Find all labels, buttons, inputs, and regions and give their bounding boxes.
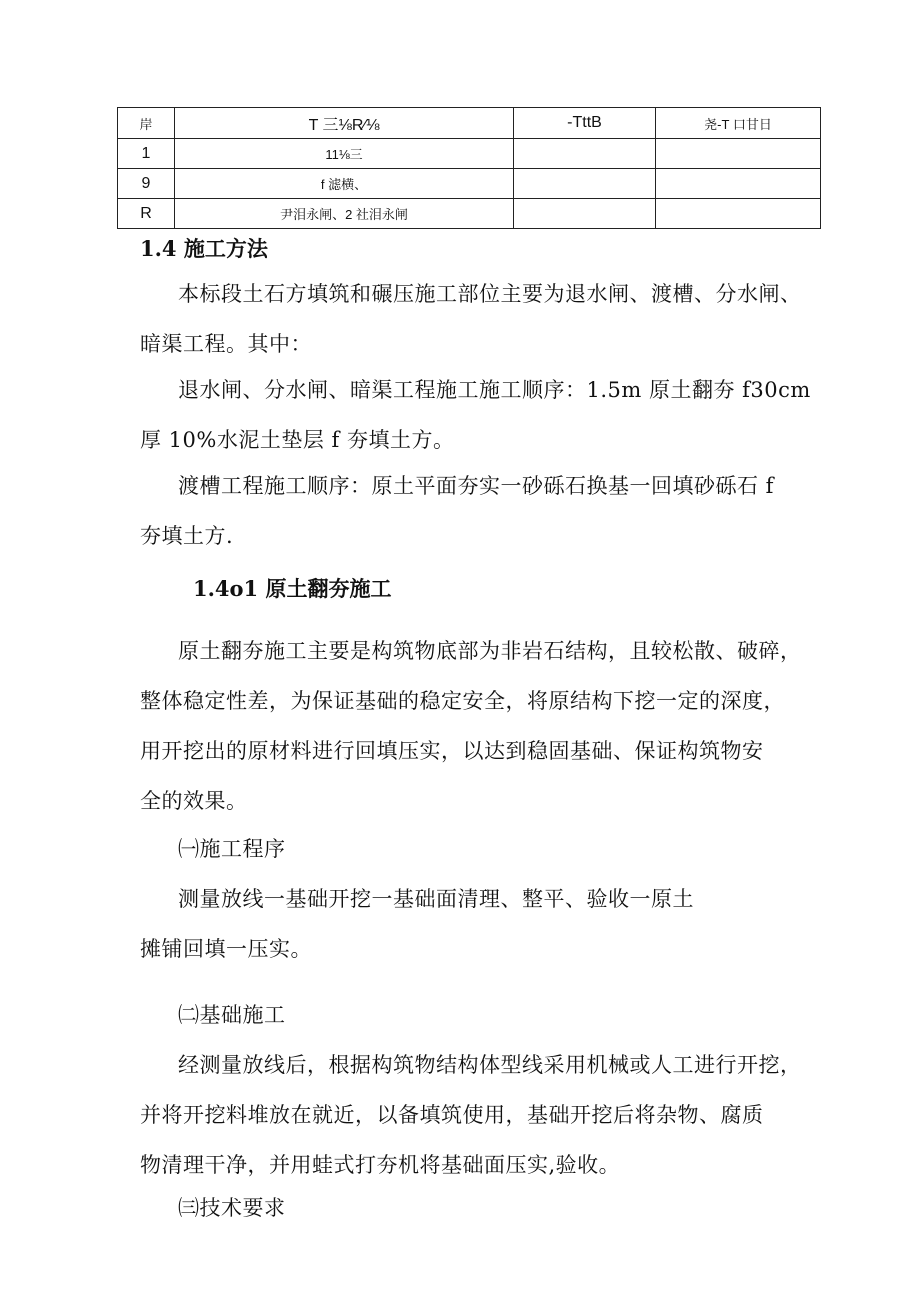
paragraph-line: 并将开挖料堆放在就近，以备填筑使用，基础开挖后将杂物、腐质 <box>140 1103 764 1127</box>
paragraph-line: 整体稳定性差，为保证基础的稳定安全，将原结构下挖一定的深度， <box>140 689 785 713</box>
paragraph-line: 测量放线一基础开挖一基础面清理、整平、验收一原土 <box>178 887 694 911</box>
item-title: ㈡基础施工 <box>178 1003 286 1027</box>
table-cell: f 滤横、 <box>175 169 514 199</box>
paragraph-line: 渡槽工程施工顺序：原土平面夯实一砂砾石换基一回填砂砾石 f <box>178 474 774 498</box>
table-cell: 9 <box>118 169 175 199</box>
item-title: ㈢技术要求 <box>178 1196 286 1220</box>
table-row <box>118 199 821 229</box>
table-cell: 1 <box>118 139 175 169</box>
paragraph-line: 全的效果。 <box>140 789 248 813</box>
item-1 <box>140 824 830 974</box>
table-cell <box>656 199 821 229</box>
item-title: ㈠施工程序 <box>178 837 286 861</box>
table-cell <box>656 169 821 199</box>
section-heading: 1.4 施工方法 <box>140 236 268 261</box>
table-cell: R <box>118 199 175 229</box>
table-cell <box>656 139 821 169</box>
paragraph-line: 本标段土石方填筑和碾压施工部位主要为退水闸、渡槽、分水闸、 <box>178 282 802 306</box>
sequence-paragraph-1 <box>140 365 830 465</box>
item-3 <box>140 1183 830 1233</box>
table-header-cell: 尧-T 口甘日 <box>656 108 821 139</box>
subsection-heading: 1.4o1 原土翻夯施工 <box>193 576 392 601</box>
paragraph-line: 用开挖出的原材料进行回填压实，以达到稳固基础、保证构筑物安 <box>140 739 764 763</box>
subsection-body <box>140 626 830 826</box>
table-row <box>118 169 821 199</box>
table-cell <box>514 169 656 199</box>
paragraph-line: 厚 10%水泥土垫层 f 夯填土方。 <box>140 428 455 452</box>
table-header-cell: 岸 <box>118 108 175 139</box>
table-cell: 11⅛三 <box>175 139 514 169</box>
paragraph-line: 原土翻夯施工主要是构筑物底部为非岩石结构，且较松散、破碎， <box>178 639 802 663</box>
paragraph-line: 物清理干净，并用蛙式打夯机将基础面压实,验收。 <box>140 1153 621 1177</box>
paragraph-line: 夯填土方. <box>140 524 234 548</box>
table-cell <box>514 139 656 169</box>
paragraph-line: 退水闸、分水闸、暗渠工程施工施工顺序：1.5m 原土翻夯 f30cm <box>178 378 811 402</box>
item-2 <box>140 990 830 1190</box>
table-cell: 尹泪永闸、2 社泪永闸 <box>175 199 514 229</box>
data-table <box>117 107 821 229</box>
intro-paragraph <box>140 269 830 369</box>
table-header-row <box>118 108 821 139</box>
table-row <box>118 139 821 169</box>
table-cell <box>514 199 656 229</box>
paragraph-line: 经测量放线后，根据构筑物结构体型线采用机械或人工进行开挖， <box>178 1053 802 1077</box>
table-header-cell: -TttB <box>514 108 656 139</box>
table-header-cell: T 三⅛R⁄⅛ <box>175 108 514 139</box>
paragraph-line: 暗渠工程。其中： <box>140 332 312 356</box>
paragraph-line: 摊铺回填一压实。 <box>140 937 312 961</box>
sequence-paragraph-2 <box>140 461 830 561</box>
